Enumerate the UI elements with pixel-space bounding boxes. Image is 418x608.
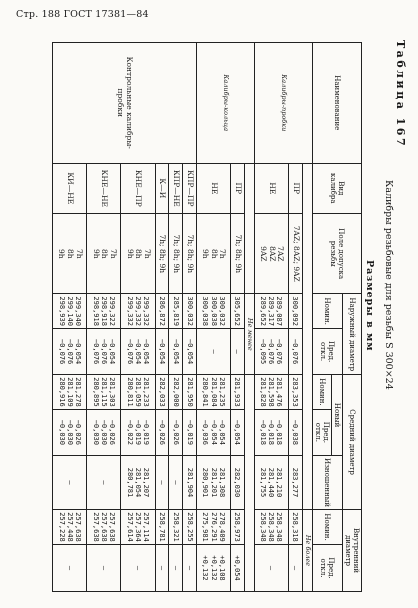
note-not-more: Не более <box>302 510 312 592</box>
col-inner-pred: Пред. откл. <box>312 545 342 592</box>
table-row: КПР—НЕ 7h; 8h; 9h 285,819 −0,054 282,000 −0,026 — 258,321 — <box>169 43 183 592</box>
group-kolca: Калибры-кольца <box>196 43 254 164</box>
table-title: Таблица 167 <box>394 40 407 149</box>
col-middle-worn: Изношенный <box>312 455 342 509</box>
col-pole: Поле допуска резьбы <box>312 214 361 294</box>
page-header: Стр. 188 ГОСТ 17381—84 <box>16 9 149 20</box>
col-middle: Средний диаметр <box>342 375 361 510</box>
col-middle-new: Новый <box>331 375 342 456</box>
table-row: К—И 7h; 8h; 9h 286,872 −0,054 282,033 −0,026 — 258,781 — <box>155 43 169 592</box>
gauge-table-wrapper <box>52 42 362 592</box>
col-vid: Вид калибра <box>312 163 361 214</box>
table-row: ПР 7h; 8h; 9h 305,652 — 281,933 −0,054 282,030 258,973 +0,054 <box>231 43 245 592</box>
col-middle-pred: Пред. откл. <box>312 409 331 455</box>
col-naim: Наименование <box>312 43 361 164</box>
col-outer-pred: Пред. откл. <box>312 328 342 374</box>
gauge-table <box>52 42 362 592</box>
table-row: НЕ 7AZ 8AZ 9AZ 289,087 289,317 289,652 −0,076 −0,076 −0,095 281,476 281,598 281,828 −0,018 −0,018 −0,018 281,210 281,440 281,755 258,348 258,348 258,348 — <box>254 43 288 592</box>
table-row: НЕ 7h 8h 9h 300,032 300,038 300,038 — 281,235 281,084 280,841 −0,054 −0,054 −0,036 281,308 281,201 280,901 278,409 276,291 275,981 +0,108 +0,132 +0,132 <box>196 43 230 592</box>
group-probki: Калибры-пробки <box>254 43 312 164</box>
col-middle-nom: Номин. <box>312 375 331 410</box>
table-row: КНЕ—НЕ 7h 8h 9h 299,322 298,918 298,918 −0,054 −0,076 −0,076 281,303 281,115 280,895 −0,026 −0,030 −0,030 — 257,638 257,638 257,638 — <box>87 43 121 592</box>
table-caption: Калибры резьбовые для резьбы S 300×24 <box>383 180 394 390</box>
table-row: ПР 7AZ; 8AZ; 9AZ 300,092 −0,076 283,353 −0,038 283,277 258,318 — <box>289 43 303 592</box>
units-caption: Размеры в мм <box>364 260 375 352</box>
col-inner: Внутренний диаметр <box>342 510 361 592</box>
col-outer: Наружный диаметр <box>342 294 361 375</box>
col-inner-nom: Номин. <box>312 510 342 545</box>
col-outer-nom: Номин. <box>312 294 342 329</box>
note-not-less: Не менее <box>244 294 254 375</box>
group-kontrol: Контрольные калибры-пробки <box>53 43 197 164</box>
table-row: КИ—НЕ 7h 8h 9h 299,340 299,140 298,939 −0,054 −0,076 −0,076 281,278 281,109 280,916 −0,026 −0,030 −0,030 — 257,638 257,448 257,228 — <box>53 43 87 592</box>
table-row: КНЕ—ПР 7h 8h 9h 299,332 299,332 299,332 −0,054 −0,054 −0,076 281,233 281,059 280,811 −0,019 −0,019 −0,022 281,207 281,054 280,781 257,114 257,364 257,614 — <box>121 43 155 592</box>
table-row: Контрольные калибры-пробки КПР—ПР 7h; 8h; 9h 300,032 −0,054 281,950 −0,019 281,904 258,255 — <box>183 43 197 592</box>
